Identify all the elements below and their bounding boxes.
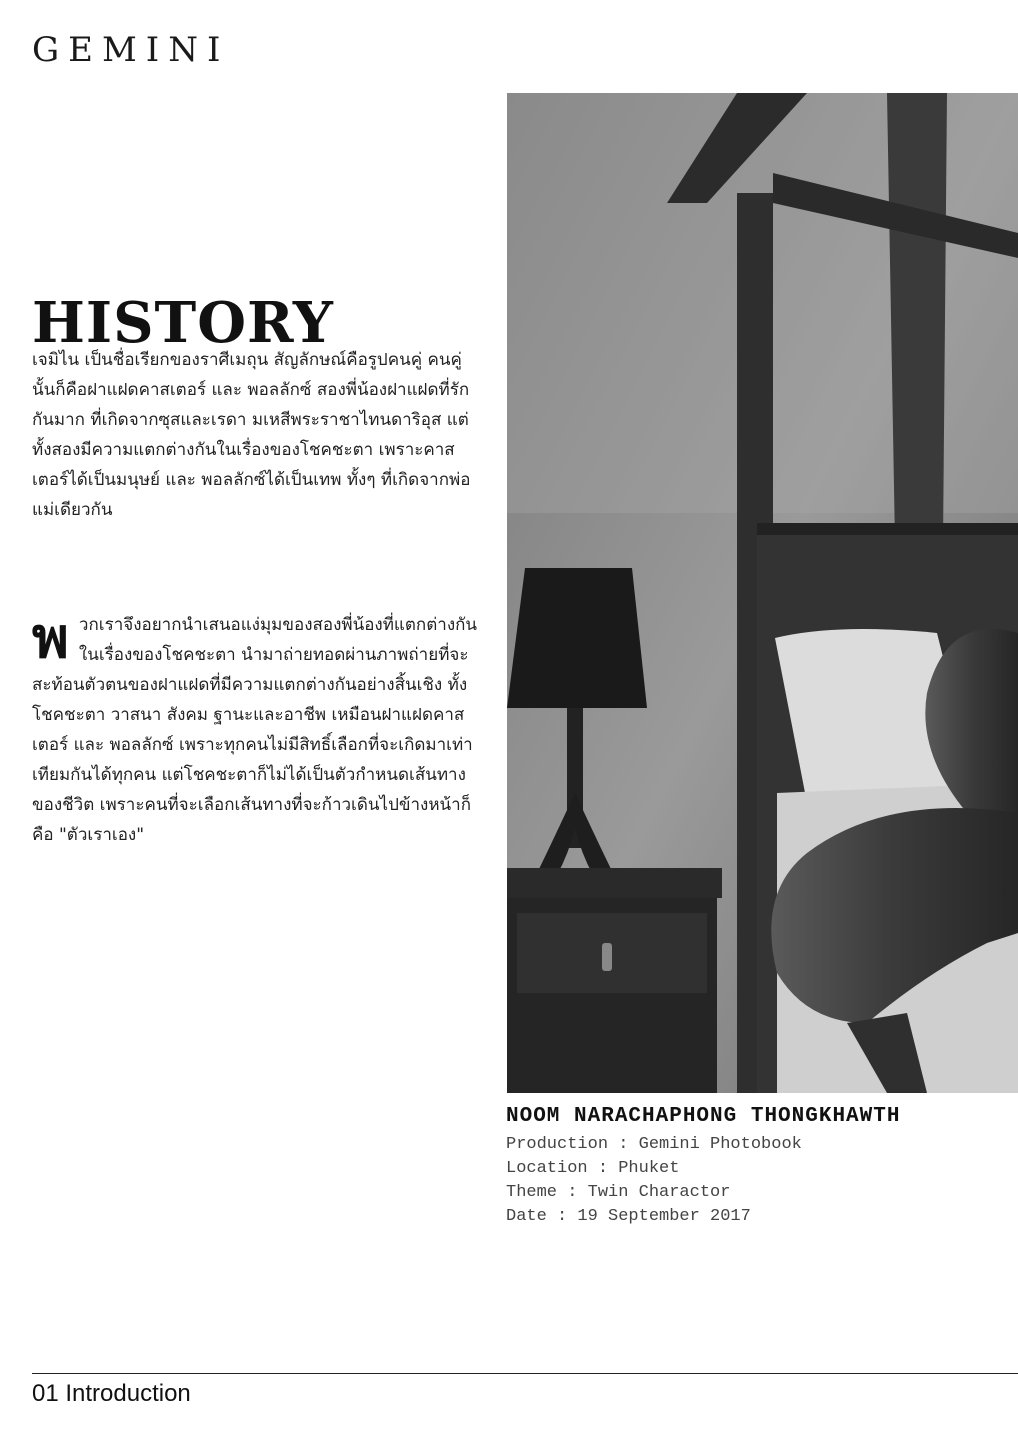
gemini-logo: GEMINI [32, 30, 230, 70]
credit-date: Date : 19 September 2017 [506, 1207, 751, 1226]
bedroom-photo [507, 93, 1018, 1093]
credit-production: Production : Gemini Photobook [506, 1135, 802, 1154]
history-paragraph: เจมิไน เป็นชื่อเรียกของราศีเมถุน สัญลักษณ์คือรูปคนคู่ คนคู่นั้นก็คือฝาแฝดคาสเตอร์ และ พอลลักซ์ สองพี่น้องฝาแฝดที่รักกันมาก ที่เกิดจากซุสและเรดา มเหสีพระราชาไทนดาริอุส แต่ทั้งสองมีความแตกต่างกันในเรื่องของโชคชะตา เพราะคาสเตอร์ได้เป็นมนุษย์ และ พอลลักซ์ได้เป็นเทพ ทั้งๆ ที่เกิดจากพ่อแม่เดียวกัน [32, 350, 471, 520]
intro-text: วกเราจึงอยากนำเสนอแง่มุมของสองพี่น้องที่แตกต่างกันในเรื่องของโชคชะตา นำมาถ่ายทอดผ่านภาพถ่ายที่จะสะท้อนตัวตนของฝาแฝดที่มีความแตกต่างกันอย่างสิ้นเชิง ทั้งโชคชะตา วาสนา สังคม ฐานะและอาชีพ เหมือนฝาแฝดคาสเตอร์ และ พอลลักซ์ เพราะทุกคนไม่มีสิทธิ์เลือกที่จะเกิดมาเท่าเทียมกันได้ทุกคน แต่โชคชะตาก็ไม่ได้เป็นตัวกำหนดเส้นทางของชีวิต เพราะคนที่จะเลือกเส้นทางที่จะก้าวเดินไปข้างหน้าก็คือ "ตัวเราเอง" [32, 615, 478, 845]
credit-location: Location : Phuket [506, 1159, 680, 1178]
model-name: NOOM NARACHAPHONG THONGKHAWTH [506, 1105, 901, 1128]
page-footer-label: 01 Introduction [32, 1380, 191, 1407]
credit-theme: Theme : Twin Charactor [506, 1183, 731, 1202]
photo-credits [506, 1105, 1018, 1229]
history-title: HISTORY [32, 290, 334, 356]
intro-paragraph [32, 606, 487, 850]
drop-cap: พ [32, 606, 69, 671]
footer-divider [32, 1373, 1018, 1374]
